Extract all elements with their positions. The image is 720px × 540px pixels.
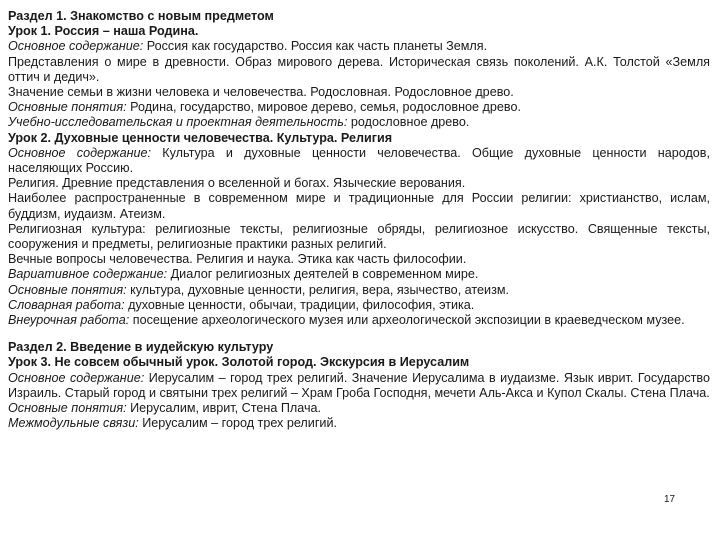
content-text: Культура и духовные ценности человечества. Общие духовные ценности народов, населяющих Россию. (8, 145, 710, 176)
concepts-text: Иерусалим, иврит, Стена Плача. (126, 401, 322, 416)
lesson-2-paragraph-2: Религия. Древние представления о вселенной и богах. Языческие верования. (8, 176, 466, 191)
lesson-3-intermodule (8, 416, 710, 431)
lesson-1-research (8, 115, 710, 130)
section-1-title: Раздел 1. Знакомство с новым предметом (8, 9, 274, 23)
lesson-2-concepts (8, 283, 710, 298)
lesson-1-paragraph-2: Представления о мире в древности. Образ мирового дерева. Историческая связь поколений. А.К. Толстой «Земля оттич и дедич». (8, 54, 710, 84)
lesson-2-paragraph-5: Вечные вопросы человечества. Религия и наука. Этика как часть философии. (8, 252, 467, 267)
intermodule-label: Межмодульные связи: (8, 416, 139, 431)
lesson-3-concepts (8, 401, 710, 416)
page-number: 17 (664, 494, 676, 505)
lesson-1-content (8, 39, 710, 54)
concepts-label: Основные понятия: (8, 282, 127, 297)
lesson-2-content (8, 146, 710, 176)
lesson-2-paragraph-3: Наиболее распространенные в современном мире и традиционные для России религии: христианство, ислам, буддизм, иудаизм. Атеизм. (8, 191, 710, 221)
research-label: Учебно-исследовательская и проектная деятельность: (8, 115, 348, 130)
lesson-2-extracurricular (8, 313, 710, 328)
concepts-label: Основные понятия: (8, 401, 127, 416)
content-label: Основное содержание: (8, 145, 152, 160)
lesson-1-concepts (8, 100, 710, 115)
lesson-3-content (8, 371, 710, 401)
extracurricular-label: Внеурочная работа: (8, 313, 130, 328)
vocabulary-label: Словарная работа: (8, 297, 125, 312)
lesson-2-paragraph-4: Религиозная культура: религиозные тексты, религиозные обряды, религиозное искусство. Священные тексты, сооружения и предметы, религиозные практики разных религий. (8, 221, 710, 252)
variative-text: Диалог религиозных деятелей в современном мире. (167, 267, 479, 282)
content-text: Россия как государство. Россия как часть планеты Земля. (143, 39, 488, 54)
lesson-1-title: Урок 1. Россия – наша Родина. (8, 24, 199, 39)
page-content (8, 9, 710, 431)
content-label: Основное содержание: (8, 39, 144, 54)
concepts-label: Основные понятия: (8, 100, 127, 115)
extracurricular-text: посещение археологического музея или археологической экспозиции в краеведческом музее. (129, 313, 685, 328)
section-gap (8, 328, 710, 340)
section-2-title: Раздел 2. Введение в иудейскую культуру (8, 340, 274, 355)
content-text: Иерусалим – город трех религий. Значение Иерусалима в иудаизме. Язык иврит. Государство Израиль. Старый город и святыни трех религий – Храм Гроба Господня, мечети Аль-Акса и Купол Скалы. Стена Плача. (8, 370, 710, 400)
lesson-1-paragraph-3: Значение семьи в жизни человека и человечества. Родословная. Родословное древо. (8, 85, 514, 100)
concepts-text: культура, духовные ценности, религия, вера, язычество, атеизм. (126, 282, 510, 297)
lesson-3-title: Урок 3. Не совсем обычный урок. Золотой город. Экскурсия в Иерусалим (8, 355, 470, 370)
concepts-text: Родина, государство, мировое дерево, семья, родословное древо. (126, 100, 521, 115)
lesson-2-title: Урок 2. Духовные ценности человечества. Культура. Религия (8, 130, 393, 145)
intermodule-text: Иерусалим – город трех религий. (138, 416, 337, 431)
content-label: Основное содержание: (8, 370, 145, 385)
lesson-2-vocabulary (8, 298, 710, 313)
research-text: родословное древо. (347, 115, 470, 130)
vocabulary-text: духовные ценности, обычаи, традиции, философия, этика. (124, 297, 475, 312)
lesson-2-variative (8, 267, 710, 282)
variative-label: Вариативное содержание: (8, 267, 168, 282)
